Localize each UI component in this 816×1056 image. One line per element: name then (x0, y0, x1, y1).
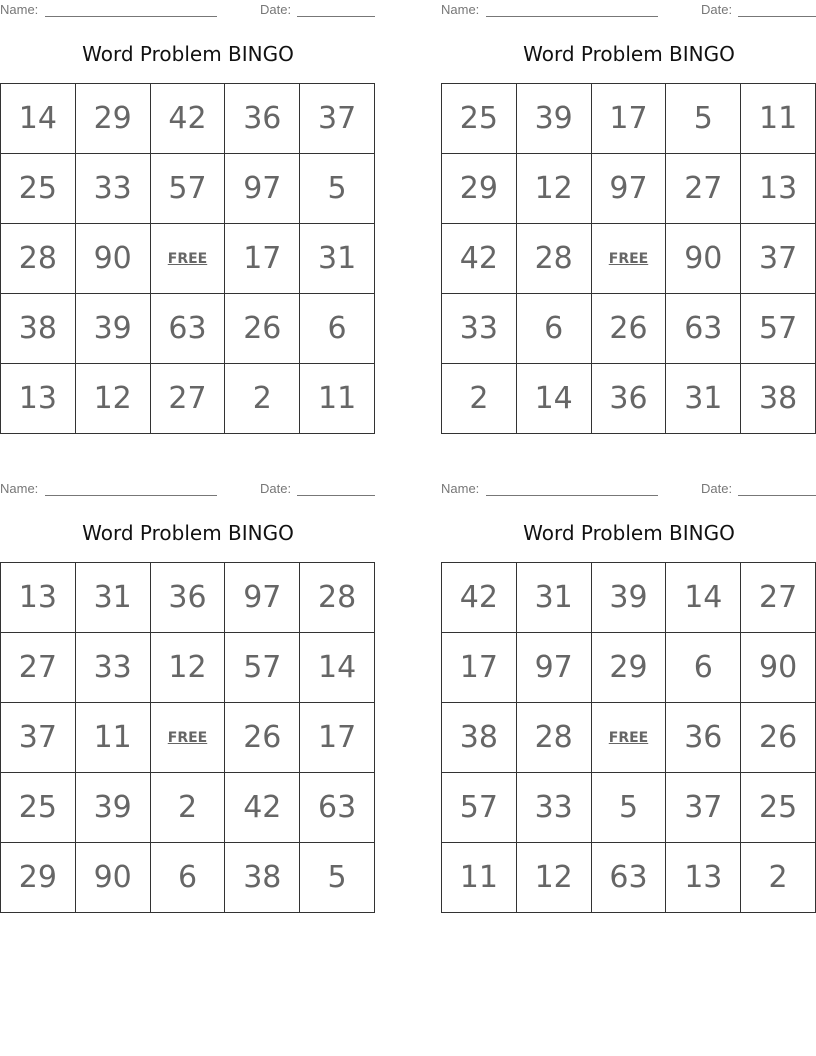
bingo-cell: 2 (442, 364, 517, 434)
bingo-cell: 39 (517, 84, 592, 154)
bingo-cell: 2 (741, 843, 816, 913)
bingo-cell: 63 (666, 294, 741, 364)
free-space-cell: FREE (592, 703, 667, 773)
bingo-cell: 42 (442, 224, 517, 294)
bingo-cell: 38 (442, 703, 517, 773)
bingo-cell: 11 (442, 843, 517, 913)
bingo-cell: 33 (76, 154, 151, 224)
bingo-cell: 36 (151, 563, 226, 633)
name-blank-line (45, 495, 217, 496)
bingo-cell: 29 (442, 154, 517, 224)
card-title: Word Problem BINGO (82, 42, 294, 66)
bingo-cell: 38 (741, 364, 816, 434)
bingo-cell: 37 (300, 84, 375, 154)
bingo-cell: 17 (300, 703, 375, 773)
bingo-cell: 97 (517, 633, 592, 703)
bingo-cell: 14 (300, 633, 375, 703)
bingo-cell: 29 (1, 843, 76, 913)
bingo-cell: 28 (517, 224, 592, 294)
bingo-cell: 6 (300, 294, 375, 364)
bingo-cell: 28 (300, 563, 375, 633)
date-label: Date: (260, 481, 292, 496)
bingo-cell: 29 (592, 633, 667, 703)
bingo-cell: 12 (517, 843, 592, 913)
bingo-cell: 42 (442, 563, 517, 633)
bingo-cell: 39 (76, 294, 151, 364)
name-blank-line (486, 495, 658, 496)
bingo-cell: 57 (151, 154, 226, 224)
bingo-cell: 57 (442, 773, 517, 843)
bingo-cell: 26 (741, 703, 816, 773)
bingo-cell: 90 (76, 843, 151, 913)
name-label: Name: (441, 481, 480, 496)
bingo-cell: 39 (76, 773, 151, 843)
bingo-card-3 (0, 479, 376, 915)
name-label: Name: (0, 481, 39, 496)
bingo-cell: 31 (517, 563, 592, 633)
bingo-cell: 57 (225, 633, 300, 703)
bingo-cell: 42 (151, 84, 226, 154)
bingo-grid (0, 83, 375, 434)
bingo-cell: 17 (442, 633, 517, 703)
bingo-cell: 6 (517, 294, 592, 364)
bingo-cell: 26 (225, 294, 300, 364)
bingo-cell: 27 (1, 633, 76, 703)
date-label: Date: (701, 2, 733, 17)
name-blank-line (45, 16, 217, 17)
bingo-cell: 12 (151, 633, 226, 703)
bingo-cell: 13 (1, 364, 76, 434)
bingo-cell: 31 (300, 224, 375, 294)
bingo-cell: 37 (666, 773, 741, 843)
card-header-fields (441, 2, 816, 20)
bingo-cell: 14 (1, 84, 76, 154)
bingo-cell: 28 (517, 703, 592, 773)
bingo-cell: 17 (592, 84, 667, 154)
bingo-cell: 27 (151, 364, 226, 434)
bingo-cell: 33 (442, 294, 517, 364)
bingo-cell: 25 (741, 773, 816, 843)
bingo-cell: 14 (517, 364, 592, 434)
card-header-fields (441, 481, 816, 499)
bingo-cell: 26 (225, 703, 300, 773)
bingo-card-1 (0, 0, 376, 436)
bingo-cell: 6 (151, 843, 226, 913)
card-title: Word Problem BINGO (523, 42, 735, 66)
bingo-cell: 5 (300, 843, 375, 913)
bingo-cell: 36 (666, 703, 741, 773)
card-title: Word Problem BINGO (523, 521, 735, 545)
bingo-cell: 13 (1, 563, 76, 633)
bingo-cell: 39 (592, 563, 667, 633)
bingo-cell: 63 (592, 843, 667, 913)
bingo-cell: 13 (741, 154, 816, 224)
bingo-grid (441, 562, 816, 913)
bingo-cell: 37 (741, 224, 816, 294)
bingo-card-4 (441, 479, 816, 915)
bingo-cell: 2 (151, 773, 226, 843)
bingo-cell: 38 (1, 294, 76, 364)
bingo-cell: 97 (592, 154, 667, 224)
card-title: Word Problem BINGO (82, 521, 294, 545)
bingo-cell: 11 (300, 364, 375, 434)
bingo-cell: 42 (225, 773, 300, 843)
bingo-cell: 63 (151, 294, 226, 364)
bingo-cell: 36 (592, 364, 667, 434)
bingo-cell: 33 (76, 633, 151, 703)
date-label: Date: (701, 481, 733, 496)
bingo-cell: 25 (1, 773, 76, 843)
bingo-cell: 97 (225, 154, 300, 224)
bingo-cell: 57 (741, 294, 816, 364)
bingo-cell: 90 (666, 224, 741, 294)
bingo-cell: 13 (666, 843, 741, 913)
bingo-cell: 5 (592, 773, 667, 843)
bingo-cell: 26 (592, 294, 667, 364)
bingo-cell: 27 (741, 563, 816, 633)
bingo-grid (441, 83, 816, 434)
bingo-cell: 12 (76, 364, 151, 434)
bingo-cell: 11 (76, 703, 151, 773)
bingo-cell: 33 (517, 773, 592, 843)
bingo-cell: 37 (1, 703, 76, 773)
bingo-cell: 25 (442, 84, 517, 154)
bingo-cell: 2 (225, 364, 300, 434)
bingo-cell: 31 (666, 364, 741, 434)
name-blank-line (486, 16, 658, 17)
bingo-cell: 6 (666, 633, 741, 703)
free-space-cell: FREE (151, 703, 226, 773)
bingo-cell: 97 (225, 563, 300, 633)
bingo-cell: 31 (76, 563, 151, 633)
bingo-card-2 (441, 0, 816, 436)
bingo-cell: 38 (225, 843, 300, 913)
date-blank-line (297, 495, 375, 496)
bingo-cell: 25 (1, 154, 76, 224)
bingo-cell: 11 (741, 84, 816, 154)
card-header-fields (0, 2, 376, 20)
bingo-cell: 90 (741, 633, 816, 703)
bingo-cell: 29 (76, 84, 151, 154)
date-blank-line (297, 16, 375, 17)
bingo-cell: 17 (225, 224, 300, 294)
bingo-cell: 5 (300, 154, 375, 224)
bingo-cell: 36 (225, 84, 300, 154)
date-blank-line (738, 16, 816, 17)
bingo-cell: 12 (517, 154, 592, 224)
bingo-cell: 14 (666, 563, 741, 633)
date-label: Date: (260, 2, 292, 17)
bingo-cell: 63 (300, 773, 375, 843)
free-space-cell: FREE (592, 224, 667, 294)
bingo-cell: 28 (1, 224, 76, 294)
bingo-cell: 27 (666, 154, 741, 224)
bingo-cell: 5 (666, 84, 741, 154)
name-label: Name: (0, 2, 39, 17)
bingo-grid (0, 562, 375, 913)
free-space-cell: FREE (151, 224, 226, 294)
card-header-fields (0, 481, 376, 499)
bingo-cell: 90 (76, 224, 151, 294)
name-label: Name: (441, 2, 480, 17)
date-blank-line (738, 495, 816, 496)
